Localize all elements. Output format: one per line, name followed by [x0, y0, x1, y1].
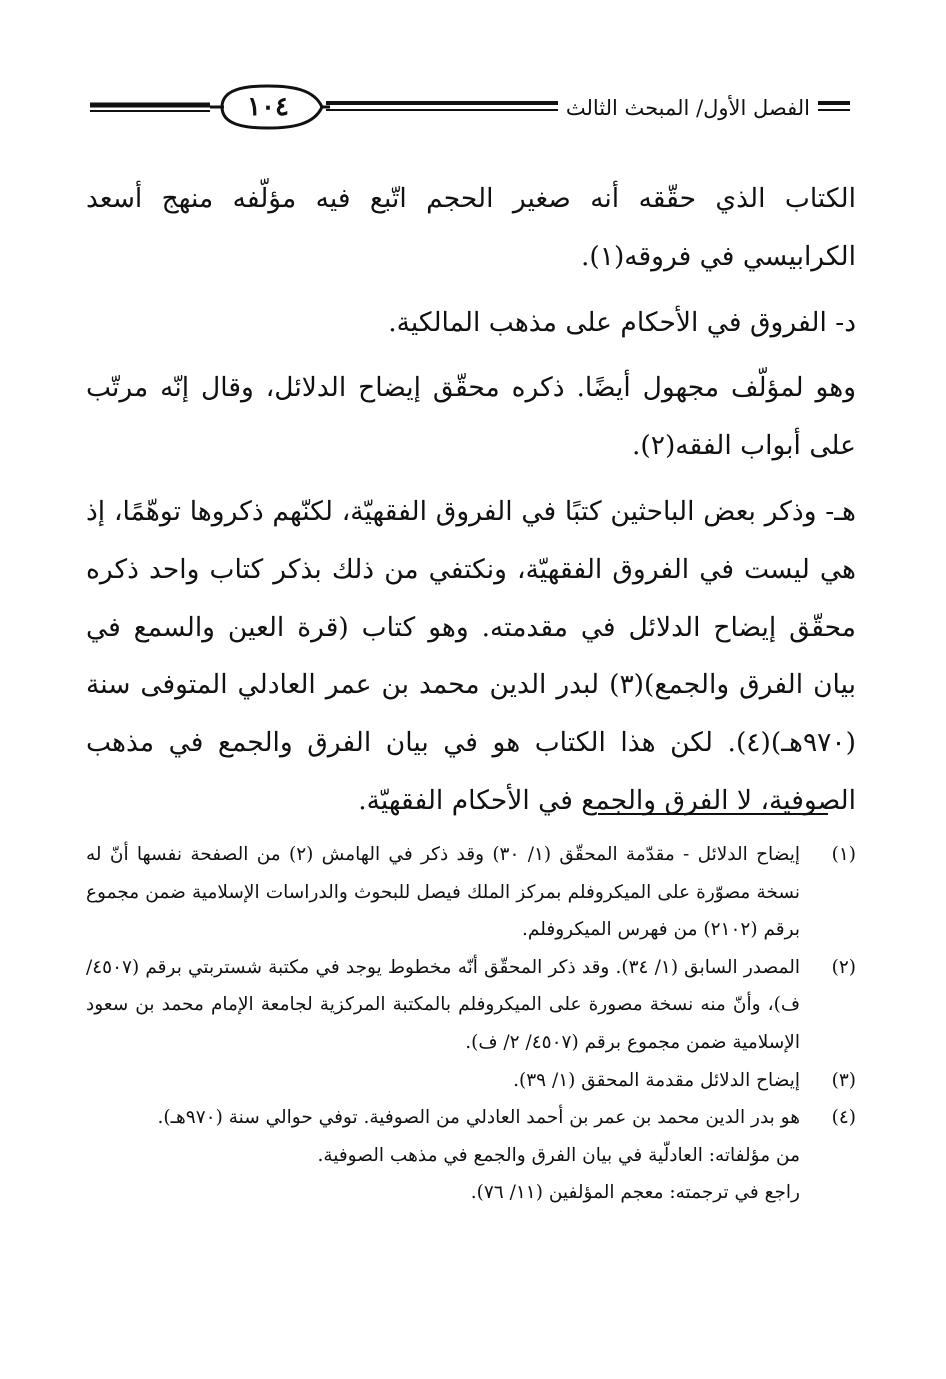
footnote-mark: (٣): [831, 1069, 856, 1091]
running-title: الفصل الأول/ المبحث الثالث: [558, 88, 818, 128]
footnote: [86, 1099, 856, 1212]
footnote: [86, 949, 856, 1062]
body-paragraph: الكتاب الذي حقّقه أنه صغير الحجم اتّبع فيه مؤلّفه منهج أسعد الكرابيسي في فروقه(١).: [86, 183, 856, 272]
footnote-text: المصدر السابق (١/ ٣٤). وقد ذكر المحقّق أنّه مخطوط يوجد في مكتبة شستربتي برقم (٤٥٠٧/ ف)، وأنّ منه نسخة مصورة على الميكروفلم بالمكتبة المركزية لجامعة الإمام محمد بن سعود الإسلامية ضمن مجموع برقم (٤٥٠٧/ ٢/ ف).: [86, 956, 800, 1053]
footnotes: [86, 836, 856, 1212]
footnote: [86, 836, 856, 949]
footnote-text: هو بدر الدين محمد بن عمر بن أحمد العادلي من الصوفية. توفي حوالي سنة (٩٧٠هـ).: [157, 1107, 800, 1129]
footnote-text: إيضاح الدلائل - مقدّمة المحقّق (١/ ٣٠) وقد ذكر في الهامش (٢) من الصفحة نفسها أنّ له نسخة مصوّرة على الميكروفلم بمركز الملك فيصل للبحوث والدراسات الإسلامية ضمن مجموع برقم (٢١٠٢) من فهرس الميكروفلم.: [86, 844, 800, 941]
footnote-mark: (١): [831, 844, 856, 865]
body-paragraph: وهو لمؤلّف مجهول أيضًا. ذكره محقّق إيضاح الدلائل، وقال إنّه مرتّب على أبواب الفقه(٢).: [86, 372, 856, 462]
footnote-text: إيضاح الدلائل مقدمة المحقق (١/ ٣٩).: [513, 1069, 800, 1091]
footnote: [86, 1062, 856, 1100]
body-paragraph: هـ- وذكر بعض الباحثين كتبًا في الفروق الفقهيّة، لكنّهم ذكروها توهّمًا، إذ هي ليست في الفروق الفقهيّة، ونكتفي من ذلك بذكر كتاب واحد ذكره محقّق إيضاح الدلائل في مقدمته. وهو كتاب (قرة العين والسمع في بيان الفرق والجمع)(٣) لبدر الدين محمد بن عمر العادلي المتوفى سنة (٩٧٠هـ)(٤). لكن هذا الكتاب هو في بيان الفرق والجمع في مذهب الصوفية، لا الفرق والجمع في الأحكام الفقهيّة.: [86, 495, 856, 816]
footnote-mark: (٢): [831, 956, 856, 978]
body-text: [86, 170, 856, 830]
body-paragraph-heading: د- الفروق في الأحكام على مذهب المالكية.: [388, 306, 856, 338]
footnote-mark: (٤): [831, 1107, 856, 1129]
page-number: ١٠٤: [247, 92, 289, 122]
page-header: [90, 84, 850, 130]
footnote-extra-line: من مؤلفاته: العادلّية في بيان الفرق والجمع في مذهب الصوفية.: [317, 1144, 800, 1166]
footnote-separator: [598, 813, 828, 815]
footnote-extra-line: راجع في ترجمته: معجم المؤلفين (١١/ ٧٦).: [470, 1182, 800, 1204]
